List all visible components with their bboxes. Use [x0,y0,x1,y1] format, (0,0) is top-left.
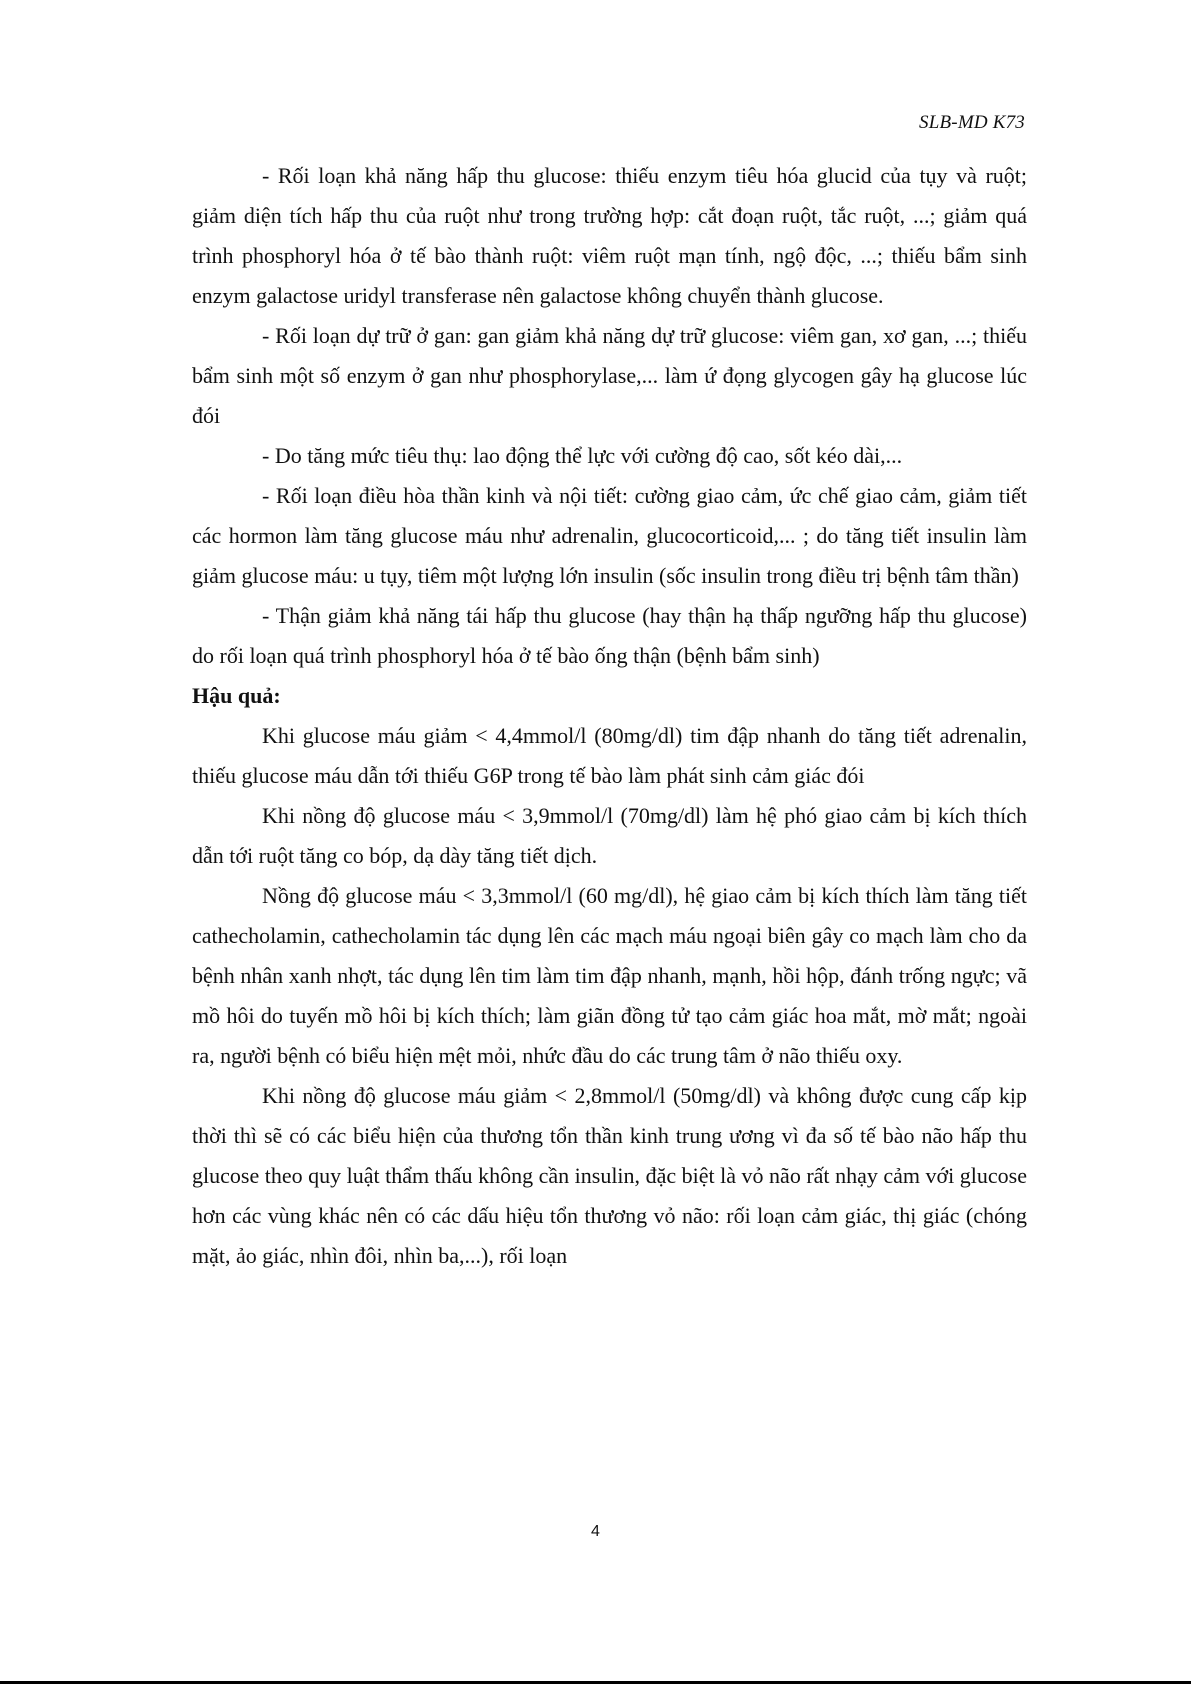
paragraph-glucose-absorption: - Rối loạn khả năng hấp thu glucose: thiếu enzym tiêu hóa glucid của tụy và ruột; giảm diện tích hấp thu của ruột như trong trường hợp: cắt đoạn ruột, tắc ruột, ...; giảm quá trình phosphoryl hóa ở tế bào thành ruột: viêm ruột mạn tính, ngộ độc, ...; thiếu bẩm sinh enzym galactose uridyl transferase nên galactose không chuyển thành glucose. [192,163,1027,308]
body-text [192,156,1027,1276]
bottom-border-line [0,1681,1191,1684]
paragraph-liver-storage: - Rối loạn dự trữ ở gan: gan giảm khả năng dự trữ glucose: viêm gan, xơ gan, ...; thiếu bẩm sinh một số enzym ở gan như phosphorylase,... làm ứ đọng glycogen gây hạ glucose lúc đói [192,323,1027,428]
paragraph-consequence-60: Nồng độ glucose máu < 3,3mmol/l (60 mg/dl), hệ giao cảm bị kích thích làm tăng tiết cathecholamin, cathecholamin tác dụng lên các mạch máu ngoại biên gây co mạch làm cho da bệnh nhân xanh nhợt, tác dụng lên tim làm tim đập nhanh, mạnh, hồi hộp, đánh trống ngực; vã mồ hôi do tuyến mồ hôi bị kích thích; làm giãn đồng tử tạo cảm giác hoa mắt, mờ mắt; ngoài ra, người bệnh có biểu hiện mệt mỏi, nhức đầu do các trung tâm ở não thiếu oxy. [192,883,1027,1068]
running-header: SLB-MD K73 [919,112,1025,133]
page-number: 4 [591,1523,600,1540]
paragraph-consequence-80: Khi glucose máu giảm < 4,4mmol/l (80mg/dl) tim đập nhanh do tăng tiết adrenalin, thiếu glucose máu dẫn tới thiếu G6P trong tế bào làm phát sinh cảm giác đói [192,723,1027,788]
paragraph-consequence-50: Khi nồng độ glucose máu giảm < 2,8mmol/l (50mg/dl) và không được cung cấp kịp thời thì sẽ có các biểu hiện của thương tổn thần kinh trung ương vì đa số tế bào não hấp thu glucose theo quy luật thẩm thấu không cần insulin, đặc biệt là vỏ não rất nhạy cảm với glucose hơn các vùng khác nên có các dấu hiệu tổn thương vỏ não: rối loạn cảm giác, thị giác (chóng mặt, ảo giác, nhìn đôi, nhìn ba,...), rối loạn [192,1083,1027,1268]
paragraph-renal-reabsorption: - Thận giảm khả năng tái hấp thu glucose (hay thận hạ thấp ngưỡng hấp thu glucose) do rối loạn quá trình phosphoryl hóa ở tế bào ống thận (bệnh bẩm sinh) [192,603,1027,668]
paragraph-consequence-70: Khi nồng độ glucose máu < 3,9mmol/l (70mg/dl) làm hệ phó giao cảm bị kích thích dẫn tới ruột tăng co bóp, dạ dày tăng tiết dịch. [192,803,1027,868]
section-heading-consequences: Hậu quả: [192,683,281,708]
paragraph-neuro-endocrine: - Rối loạn điều hòa thần kinh và nội tiết: cường giao cảm, ức chế giao cảm, giảm tiết các hormon làm tăng glucose máu như adrenalin, glucocorticoid,... ; do tăng tiết insulin làm giảm glucose máu: u tụy, tiêm một lượng lớn insulin (sốc insulin trong điều trị bệnh tâm thần) [192,483,1027,588]
paragraph-consumption: - Do tăng mức tiêu thụ: lao động thể lực với cường độ cao, sốt kéo dài,... [262,443,903,468]
